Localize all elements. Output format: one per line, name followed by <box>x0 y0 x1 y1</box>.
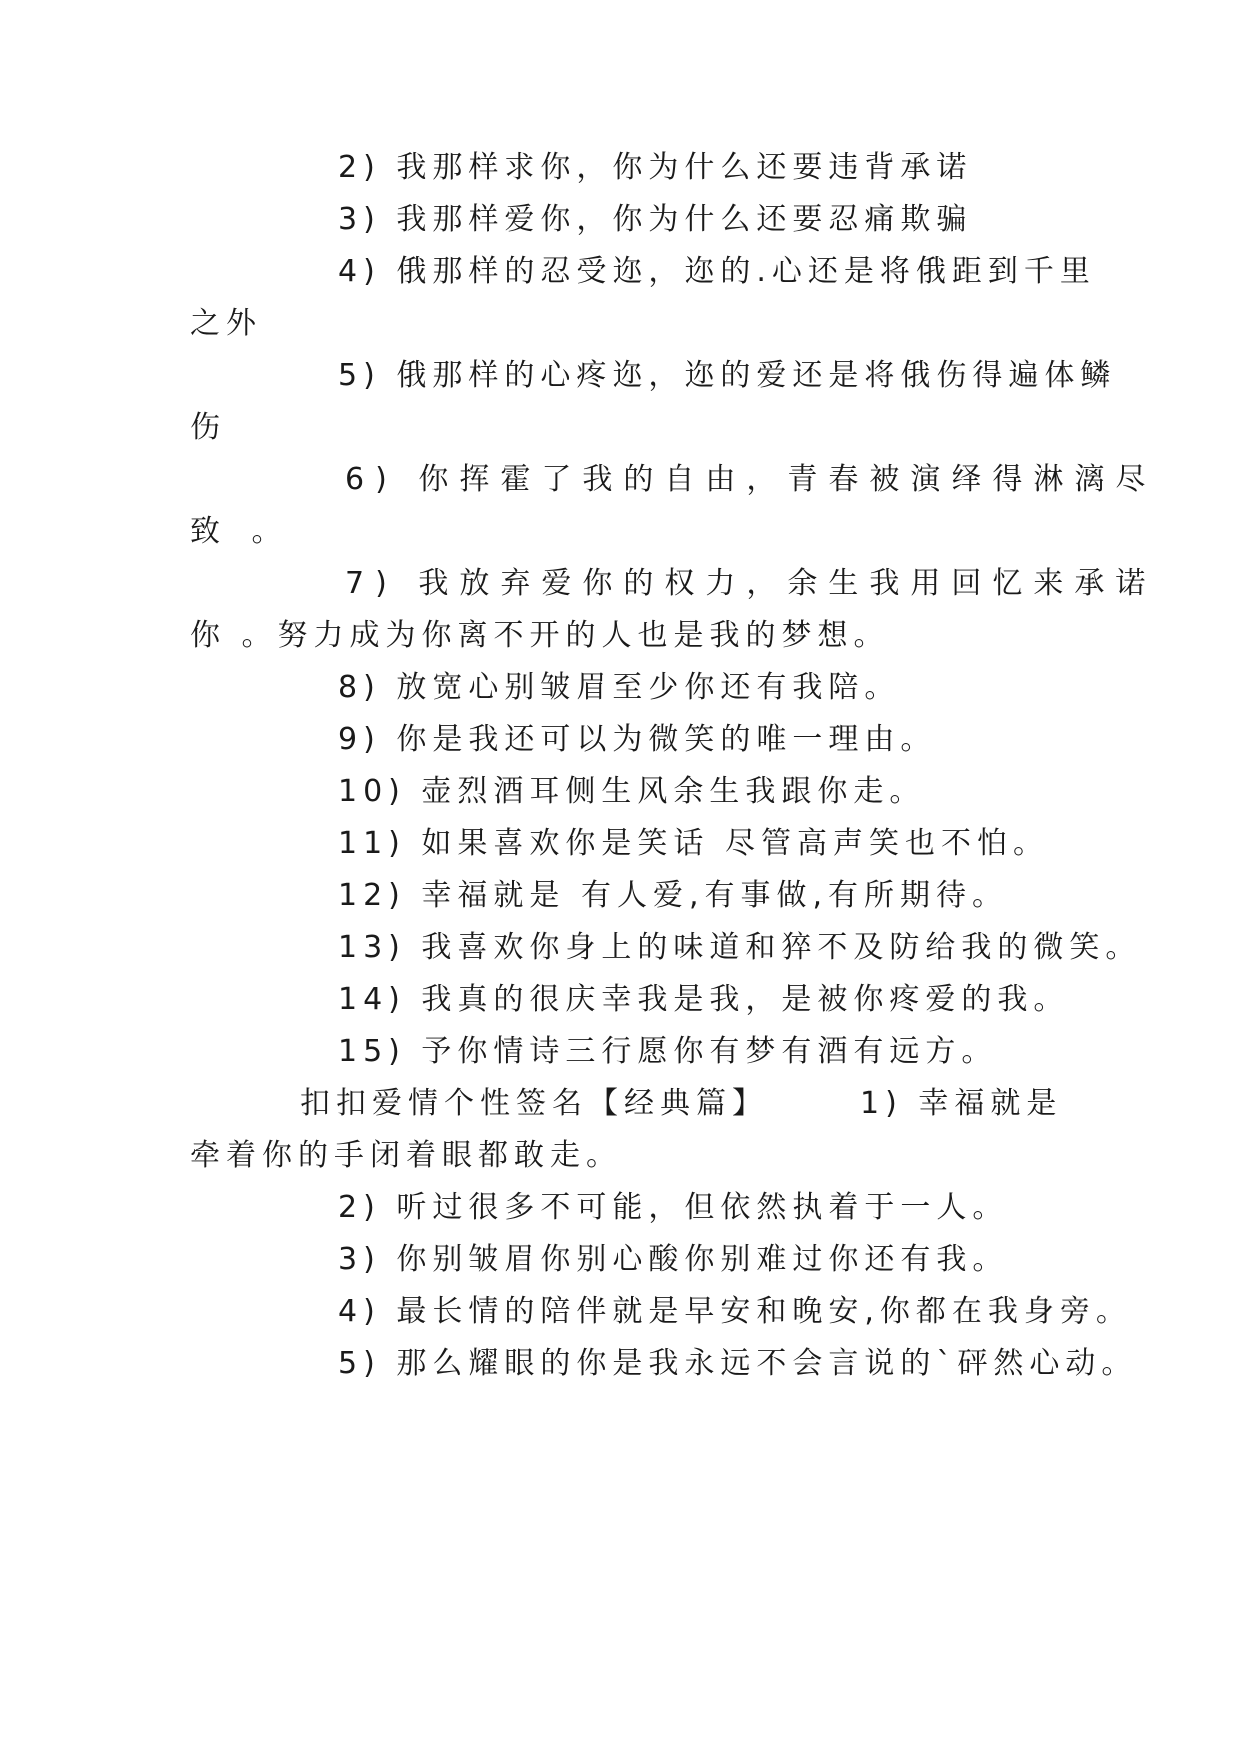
text-line: 8) 放宽心别皱眉至少你还有我陪。 <box>338 670 901 705</box>
text-line: 3) 你别皱眉你别心酸你别难过你还有我。 <box>338 1242 1009 1277</box>
text-line: 之外 <box>190 306 262 341</box>
text-line: 你 。努力成为你离不开的人也是我的梦想。 <box>190 618 890 653</box>
text-line: 牵着你的手闭着眼都敢走。 <box>190 1138 622 1173</box>
text-line: 2) 听过很多不可能，但依然执着于一人。 <box>338 1190 1009 1225</box>
text-line: 2) 我那样求你，你为什么还要违背承诺 <box>338 150 973 185</box>
text-line: 4) 俄那样的忍受迩，迩的.心还是将俄距到千里 <box>338 254 1096 289</box>
text-line: 伤 <box>190 410 226 445</box>
text-line: 14) 我真的很庆幸我是我，是被你疼爱的我。 <box>338 982 1070 1017</box>
text-line: 5) 那么耀眼的你是我永远不会言说的`砰然心动。 <box>338 1346 1138 1381</box>
text-line: 1) 幸福就是 <box>860 1086 1063 1121</box>
text-line: 致 。 <box>190 514 293 549</box>
text-line: 9) 你是我还可以为微笑的唯一理由。 <box>338 722 937 757</box>
text-line: 10) 壶烈酒耳侧生风余生我跟你走。 <box>338 774 926 809</box>
text-line: 3) 我那样爱你，你为什么还要忍痛欺骗 <box>338 202 973 237</box>
section-heading: 扣扣爱情个性签名【经典篇】 <box>300 1086 768 1121</box>
text-line: 13) 我喜欢你身上的味道和猝不及防给我的微笑。 <box>338 930 1142 965</box>
text-line: 6) 你挥霍了我的自由，青春被演绎得淋漓尽 <box>345 462 1157 497</box>
text-line: 11) 如果喜欢你是笑话 尽管高声笑也不怕。 <box>338 826 1049 861</box>
text-line: 15) 予你情诗三行愿你有梦有酒有远方。 <box>338 1034 998 1069</box>
text-line: 7) 我放弃爱你的权力，余生我用回忆来承诺 <box>345 566 1157 601</box>
text-line: 5) 俄那样的心疼迩，迩的爱还是将俄伤得遍体鳞 <box>338 358 1117 393</box>
text-line: 12) 幸福就是 有人爱,有事做,有所期待。 <box>338 878 1009 913</box>
text-line: 4) 最长情的陪伴就是早安和晚安,你都在我身旁。 <box>338 1294 1132 1329</box>
